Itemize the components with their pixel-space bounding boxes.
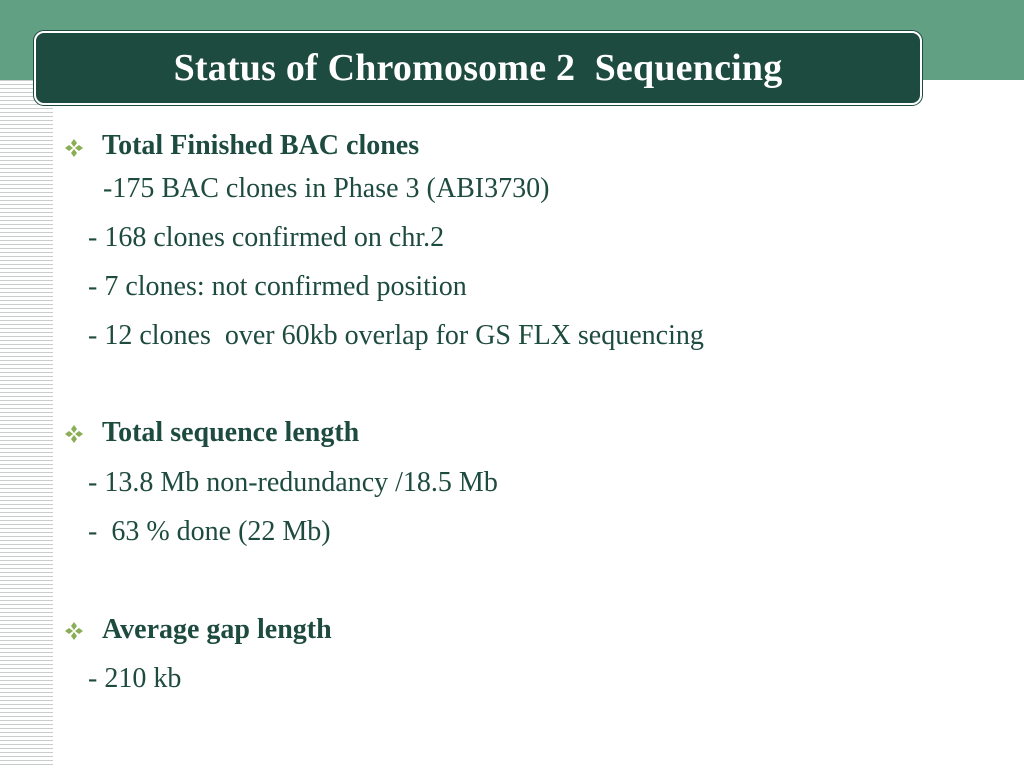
list-item: - 12 clones over 60kb overlap for GS FLX sequencing: [88, 320, 704, 351]
list-item: - 63 % done (22 Mb): [88, 516, 331, 547]
list-item: - 210 kb: [88, 663, 182, 694]
diamond-bullet-icon: [64, 424, 84, 444]
section-heading-sequence-length: Total sequence length: [102, 417, 360, 448]
list-item: - 7 clones: not confirmed position: [88, 271, 467, 302]
section-heading-gap-length: Average gap length: [102, 614, 332, 645]
diamond-bullet-icon: [64, 138, 84, 158]
diamond-bullet-icon: [64, 621, 84, 641]
section-heading-bac-clones: Total Finished BAC clones: [102, 130, 420, 161]
list-item: -175 BAC clones in Phase 3 (ABI3730): [103, 173, 550, 204]
slide-title: Status of Chromosome 2 Sequencing: [173, 47, 783, 89]
list-item: - 13.8 Mb non-redundancy /18.5 Mb: [88, 467, 498, 498]
list-item: - 168 clones confirmed on chr.2: [88, 222, 445, 253]
